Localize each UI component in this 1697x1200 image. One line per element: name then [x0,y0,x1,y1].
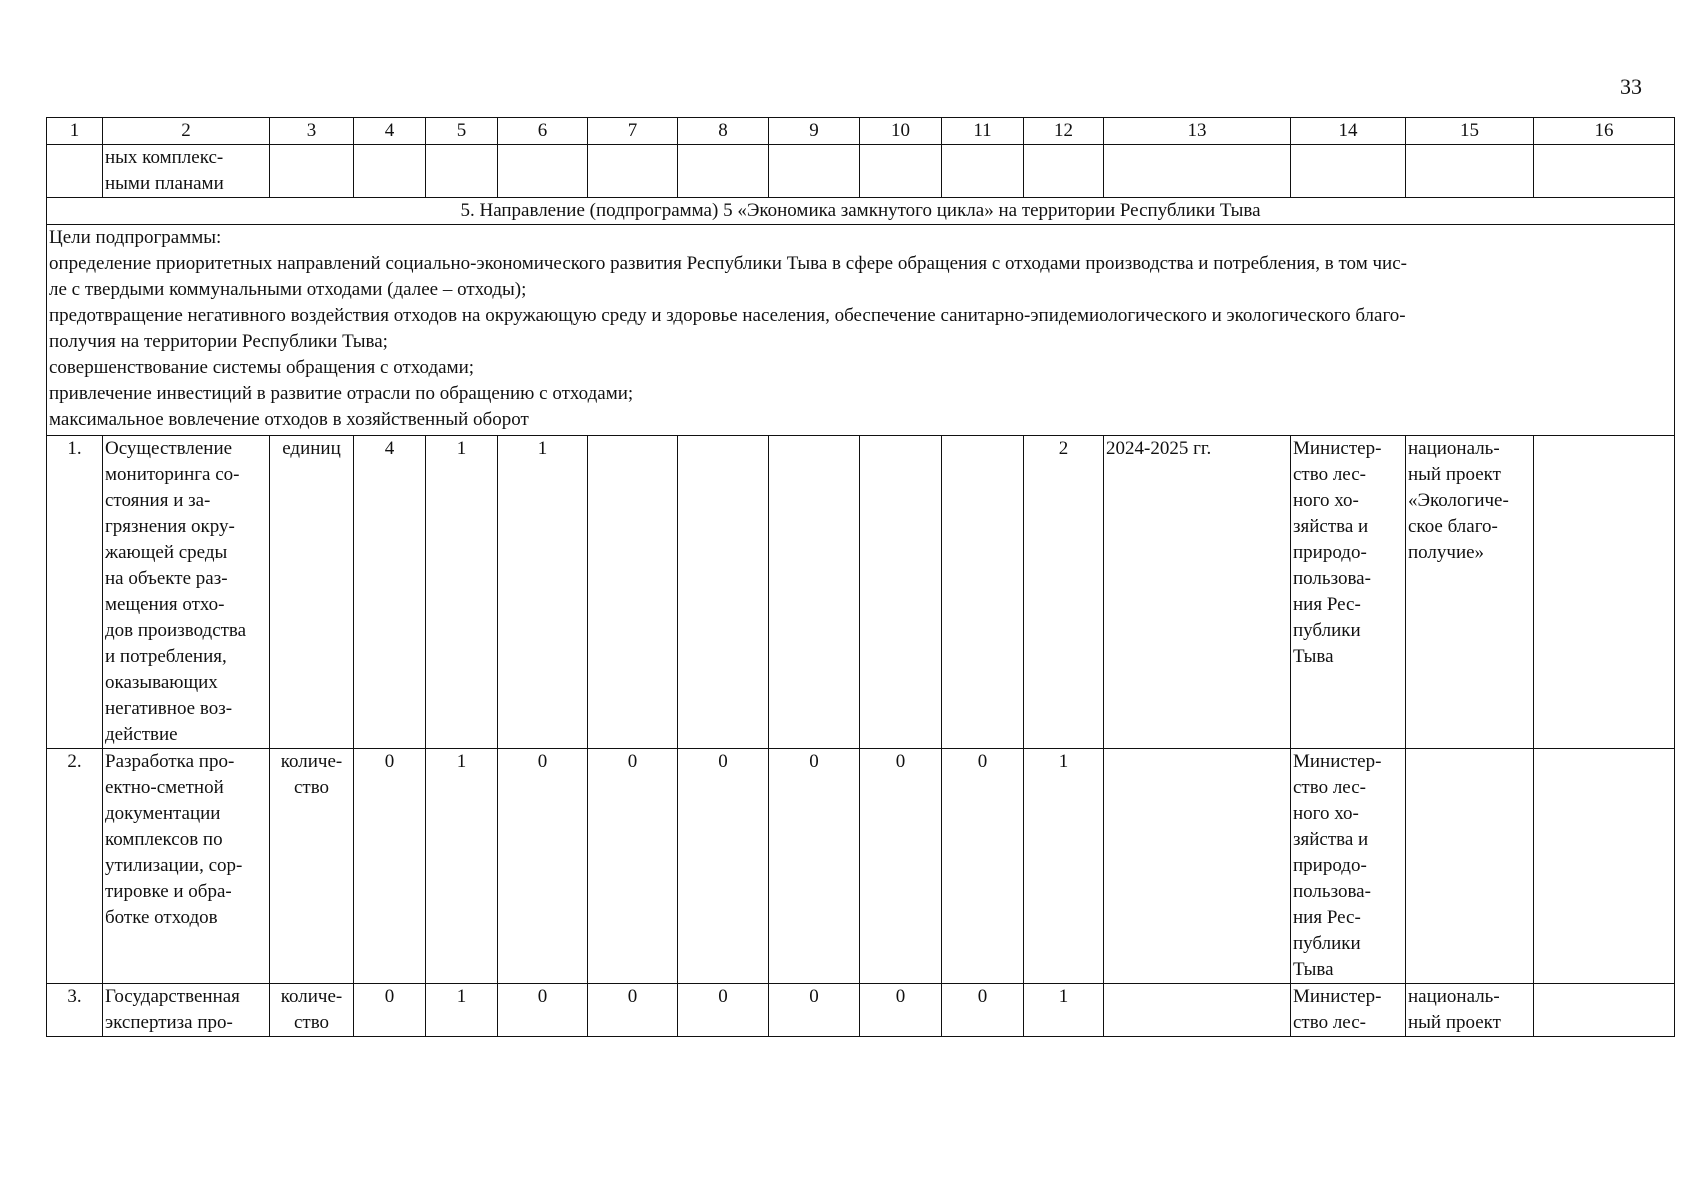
value-cell [769,436,860,749]
column-number: 9 [769,118,860,145]
row-number: 3. [47,984,103,1037]
column-number: 16 [1534,118,1675,145]
goals-row [47,225,1675,436]
table-row [47,436,1675,749]
column-number: 5 [426,118,498,145]
table-cell [860,145,942,198]
column-number: 15 [1406,118,1534,145]
table-cell [354,145,426,198]
row-number: 1. [47,436,103,749]
table-cell [769,145,860,198]
value-cell: 1 [426,436,498,749]
table-cell [1104,145,1291,198]
table-cell [1534,145,1675,198]
value-cell: 0 [769,749,860,984]
table-cell [426,145,498,198]
period-cell: 2024-2025 гг. [1104,436,1291,749]
column-number: 10 [860,118,942,145]
measure-name: Государственная экспертиза про- [103,984,270,1037]
section-row [47,198,1675,225]
value-cell: 0 [498,749,588,984]
table-cell [1534,436,1675,749]
column-number: 2 [103,118,270,145]
project-cell: националь- ный проект «Экологиче- ское благо- получие» [1406,436,1534,749]
value-cell: 0 [860,749,942,984]
continuation-row [47,145,1675,198]
measure-name: Разработка про- ектно-сметной документации комплексов по утилизации, сор- тировке и обра- ботке отходов [103,749,270,984]
value-cell [942,436,1024,749]
period-cell [1104,984,1291,1037]
value-cell: 0 [354,984,426,1037]
column-number: 12 [1024,118,1104,145]
table-cell [498,145,588,198]
column-number: 1 [47,118,103,145]
column-number: 8 [678,118,769,145]
responsible-cell: Министер- ство лес- [1291,984,1406,1037]
value-cell: 0 [942,984,1024,1037]
column-number: 4 [354,118,426,145]
unit: единиц [270,436,354,749]
total-cell: 2 [1024,436,1104,749]
value-cell: 0 [588,749,678,984]
total-cell: 1 [1024,984,1104,1037]
table-cell: ных комплекс- ными планами [103,145,270,198]
page-number: 33 [1620,74,1642,99]
table-cell [942,145,1024,198]
table-cell [270,145,354,198]
column-number: 14 [1291,118,1406,145]
value-cell: 4 [354,436,426,749]
table-cell [1534,749,1675,984]
value-cell: 0 [678,749,769,984]
value-cell: 1 [498,436,588,749]
table-row [47,984,1675,1037]
program-table [46,117,1675,1037]
column-number: 3 [270,118,354,145]
value-cell: 0 [860,984,942,1037]
table-cell [588,145,678,198]
value-cell [588,436,678,749]
value-cell [678,436,769,749]
column-number: 6 [498,118,588,145]
value-cell: 0 [354,749,426,984]
responsible-cell: Министер- ство лес- ного хо- зяйства и природо- пользова- ния Рес- публики Тыва [1291,436,1406,749]
value-cell: 0 [678,984,769,1037]
value-cell: 1 [426,984,498,1037]
column-number: 7 [588,118,678,145]
unit: количе- ство [270,749,354,984]
table-row [47,749,1675,984]
table-cell [678,145,769,198]
measure-name: Осуществление мониторинга со- стояния и за- грязнения окру- жающей среды на объекте раз- мещения отхо- дов производства и потребления, оказывающих негативное воз- действие [103,436,270,749]
project-cell [1406,749,1534,984]
column-number: 13 [1104,118,1291,145]
value-cell: 1 [426,749,498,984]
responsible-cell: Министер- ство лес- ного хо- зяйства и природо- пользова- ния Рес- публики Тыва [1291,749,1406,984]
project-cell: националь- ный проект [1406,984,1534,1037]
table-cell [1291,145,1406,198]
unit: количе- ство [270,984,354,1037]
value-cell [860,436,942,749]
table-cell [1534,984,1675,1037]
table-cell [1406,145,1534,198]
total-cell: 1 [1024,749,1104,984]
table-cell [1024,145,1104,198]
row-number: 2. [47,749,103,984]
period-cell [1104,749,1291,984]
value-cell: 0 [588,984,678,1037]
value-cell: 0 [769,984,860,1037]
column-number: 11 [942,118,1024,145]
value-cell: 0 [942,749,1024,984]
table-cell [47,145,103,198]
column-number-row [47,118,1675,145]
value-cell: 0 [498,984,588,1037]
section-title: 5. Направление (подпрограмма) 5 «Экономика замкнутого цикла» на территории Республики Тыва [47,198,1675,225]
subprogram-goals: Цели подпрограммы: определение приоритетных направлений социально-экономического развития Республики Тыва в сфере обращения с отходами производства и потребления, в том чис- ле с твердыми коммунальными отходами (далее – отходы); предотвращение негативного воздействия отходов на окружающую среду и здоровье населения, обеспечение санитарно-эпидемиологического и экологического благо- получия на территории Республики Тыва; совершенствование системы обращения с отходами; привлечение инвестиций в развитие отрасли по обращению с отходами; максимальное вовлечение отходов в хозяйственный оборот [47,225,1675,436]
